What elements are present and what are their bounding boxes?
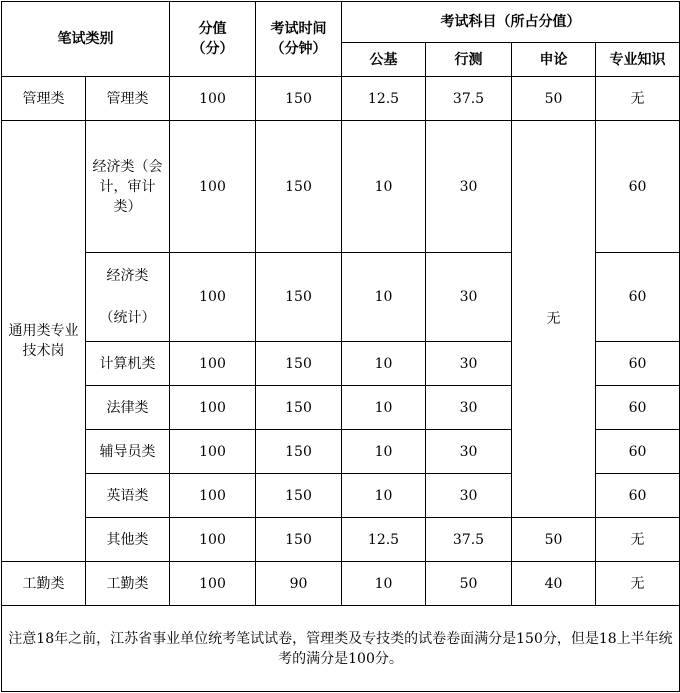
score-cell: 100 xyxy=(170,518,256,562)
zhuanye-cell: 60 xyxy=(596,342,680,386)
xingce-cell: 37.5 xyxy=(426,518,512,562)
type-cell xyxy=(86,121,170,253)
gongji-cell: 10 xyxy=(342,562,426,606)
time-cell: 150 xyxy=(256,474,342,518)
type-cell xyxy=(86,253,170,342)
zhuanye-cell: 60 xyxy=(596,121,680,253)
header-time-line2: （分钟） xyxy=(270,41,327,57)
shenlun-cell: 50 xyxy=(512,518,596,562)
header-score xyxy=(170,2,256,77)
zhuanye-cell: 无 xyxy=(596,562,680,606)
header-shenlun: 申论 xyxy=(512,43,596,77)
xingce-cell: 30 xyxy=(426,386,512,430)
header-subjects: 考试科目（所占分值） xyxy=(342,2,680,43)
footnote: 注意18年之前，江苏省事业单位统考笔试试卷，管理类及专技类的试卷卷面满分是150分，但是18上半年统考的满分是100分。 xyxy=(2,606,680,692)
header-gongji: 公基 xyxy=(342,43,426,77)
xingce-cell: 30 xyxy=(426,430,512,474)
zhuanye-cell: 60 xyxy=(596,430,680,474)
table-row xyxy=(2,562,680,606)
header-score-line2: （分） xyxy=(191,41,234,57)
xingce-cell: 30 xyxy=(426,342,512,386)
xingce-cell: 30 xyxy=(426,121,512,253)
time-cell: 150 xyxy=(256,77,342,121)
xingce-cell: 50 xyxy=(426,562,512,606)
score-cell: 100 xyxy=(170,474,256,518)
group-cell: 管理类 xyxy=(2,77,86,121)
score-cell: 100 xyxy=(170,342,256,386)
gongji-cell: 10 xyxy=(342,474,426,518)
header-time-line1: 考试时间 xyxy=(270,21,327,37)
group-cell: 工勤类 xyxy=(2,562,86,606)
type-cell: 法律类 xyxy=(86,386,170,430)
exam-score-table xyxy=(1,1,680,692)
group-line1: 通用类专业 xyxy=(8,323,79,339)
gongji-cell: 10 xyxy=(342,342,426,386)
type-cell: 管理类 xyxy=(86,77,170,121)
gongji-cell: 12.5 xyxy=(342,77,426,121)
type-line1: 经济类（会 xyxy=(92,158,163,175)
zhuanye-cell: 60 xyxy=(596,386,680,430)
zhuanye-cell: 60 xyxy=(596,474,680,518)
shenlun-cell: 50 xyxy=(512,77,596,121)
type-line3: 类） xyxy=(113,198,142,215)
header-time xyxy=(256,2,342,77)
zhuanye-cell: 无 xyxy=(596,518,680,562)
group-cell xyxy=(2,121,86,562)
type-line2: 计，审计 xyxy=(99,178,156,195)
score-cell: 100 xyxy=(170,430,256,474)
score-cell: 100 xyxy=(170,386,256,430)
type-cell: 工勤类 xyxy=(86,562,170,606)
type-line2: （统计） xyxy=(99,310,156,326)
time-cell: 90 xyxy=(256,562,342,606)
type-line1: 经济类 xyxy=(106,268,149,284)
score-cell: 100 xyxy=(170,253,256,342)
gongji-cell: 10 xyxy=(342,430,426,474)
shenlun-cell: 40 xyxy=(512,562,596,606)
header-zhuanye: 专业知识 xyxy=(596,43,680,77)
time-cell: 150 xyxy=(256,518,342,562)
table-row xyxy=(2,518,680,562)
group-line2: 技术岗 xyxy=(22,343,65,359)
zhuanye-cell: 无 xyxy=(596,77,680,121)
xingce-cell: 37.5 xyxy=(426,77,512,121)
table-row xyxy=(2,121,680,253)
time-cell: 150 xyxy=(256,430,342,474)
header-category: 笔试类别 xyxy=(2,2,170,77)
score-cell: 100 xyxy=(170,77,256,121)
shenlun-merged-cell: 无 xyxy=(512,121,596,518)
time-cell: 150 xyxy=(256,342,342,386)
score-cell: 100 xyxy=(170,562,256,606)
score-cell: 100 xyxy=(170,121,256,253)
time-cell: 150 xyxy=(256,253,342,342)
gongji-cell: 10 xyxy=(342,386,426,430)
line-gap xyxy=(88,286,167,308)
header-xingce: 行测 xyxy=(426,43,512,77)
time-cell: 150 xyxy=(256,386,342,430)
header-score-line1: 分值 xyxy=(198,21,227,37)
time-cell: 150 xyxy=(256,121,342,253)
type-cell: 计算机类 xyxy=(86,342,170,386)
xingce-cell: 30 xyxy=(426,253,512,342)
type-cell: 英语类 xyxy=(86,474,170,518)
table-row xyxy=(2,77,680,121)
zhuanye-cell: 60 xyxy=(596,253,680,342)
type-cell: 其他类 xyxy=(86,518,170,562)
xingce-cell: 30 xyxy=(426,474,512,518)
type-cell: 辅导员类 xyxy=(86,430,170,474)
gongji-cell: 10 xyxy=(342,253,426,342)
gongji-cell: 12.5 xyxy=(342,518,426,562)
gongji-cell: 10 xyxy=(342,121,426,253)
